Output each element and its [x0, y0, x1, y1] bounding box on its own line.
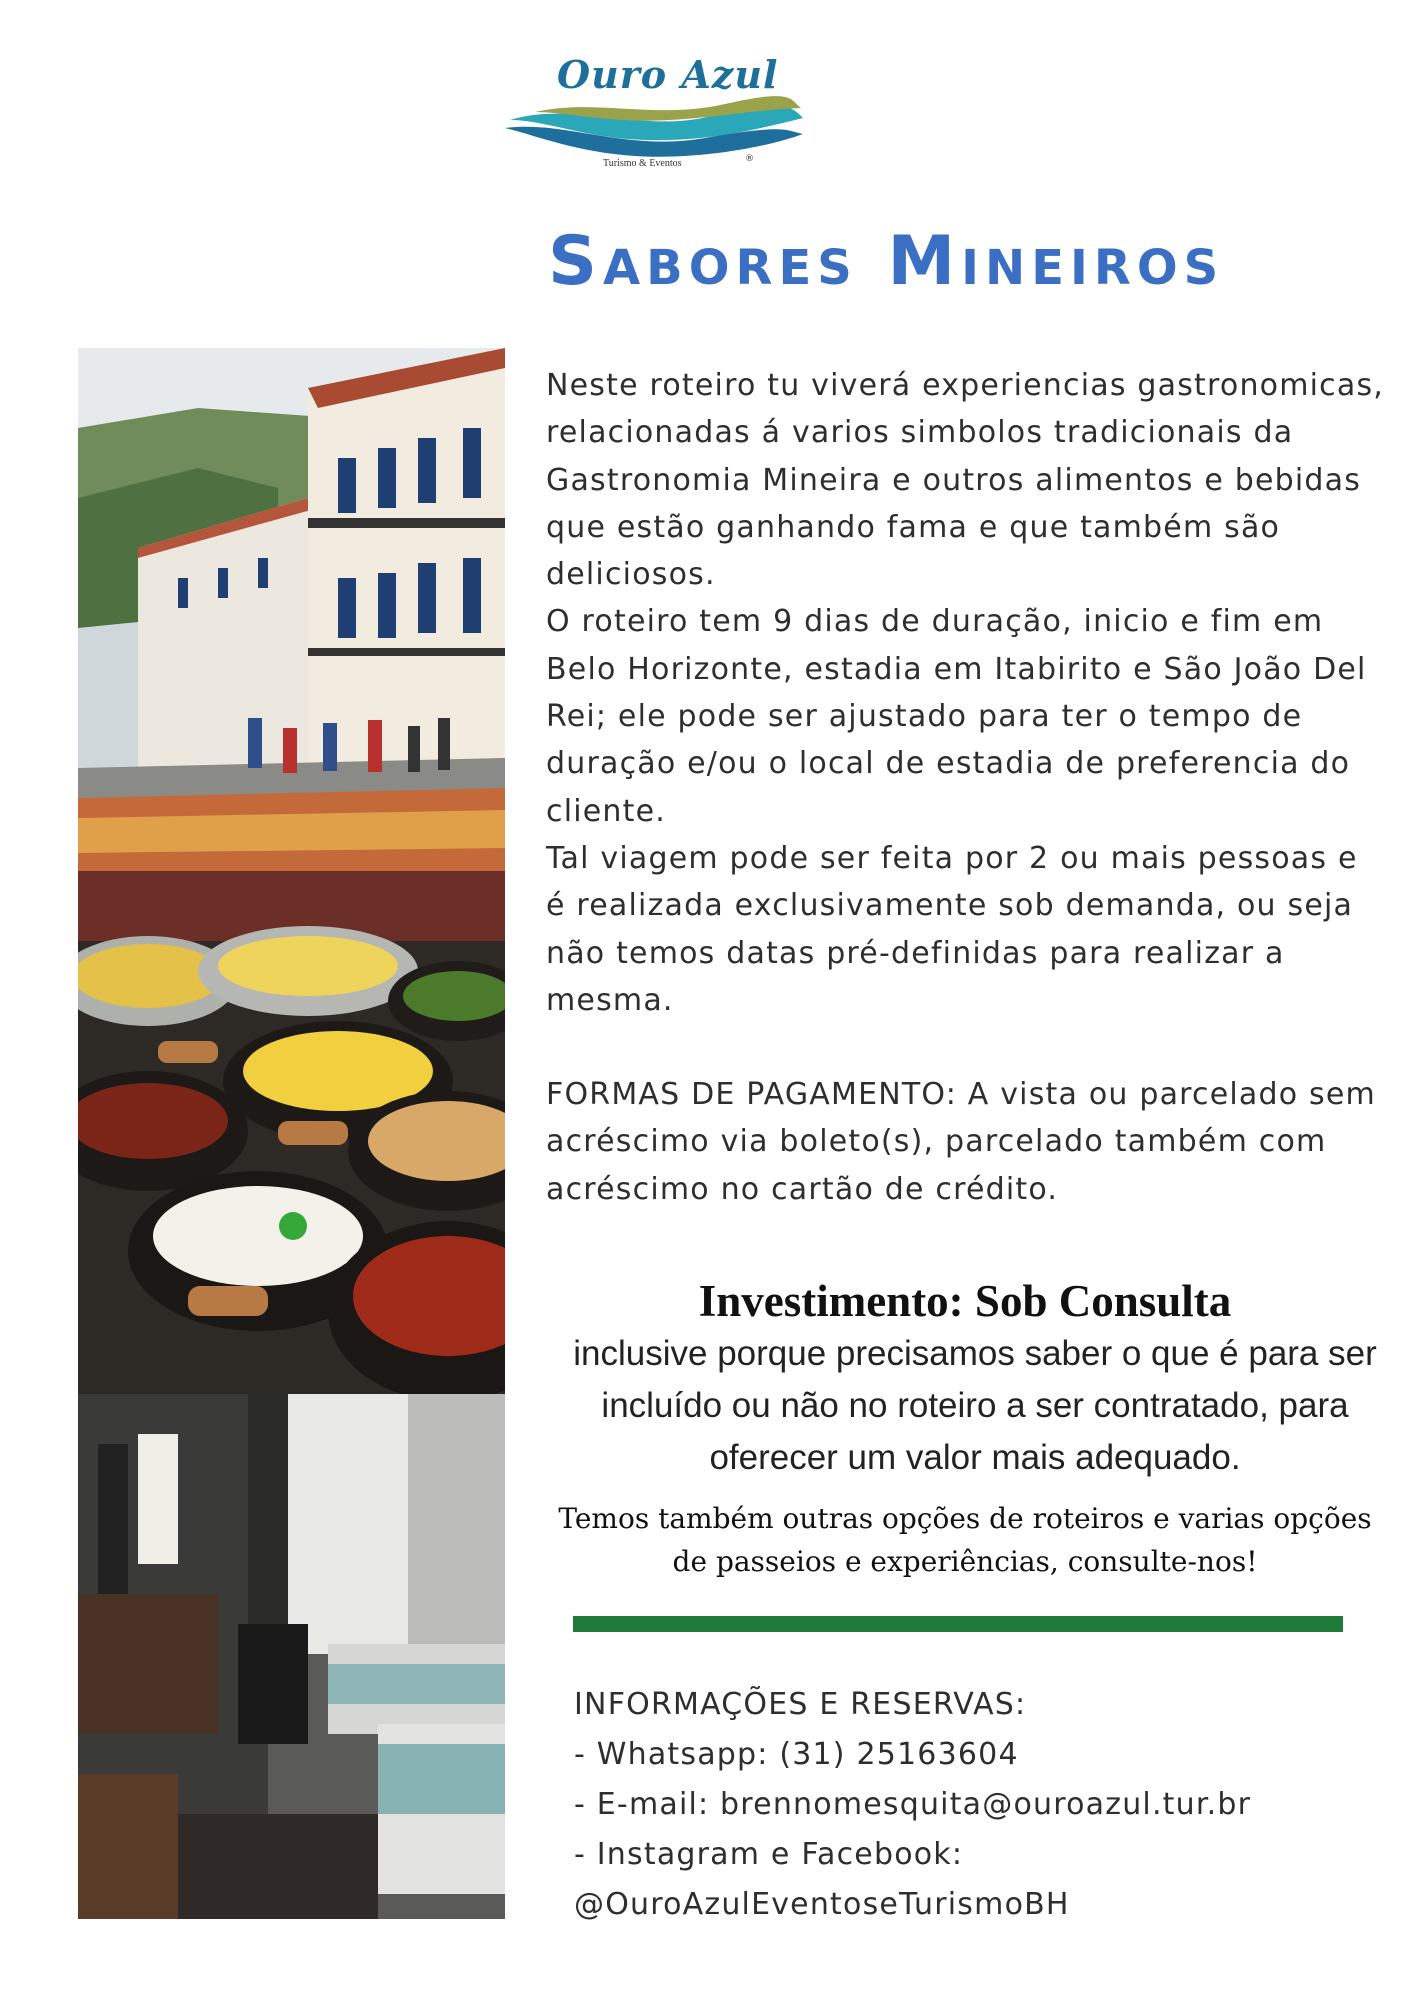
photo-colonial-street: [78, 348, 505, 871]
logo-tagline: Turismo & Eventos: [603, 158, 682, 169]
contact-whatsapp: - Whatsapp: (31) 25163604: [574, 1737, 1019, 1772]
payment-methods: FORMAS DE PAGAMENTO: A vista ou parcelado sem acréscimo via boleto(s), parcelado também com acréscimo no cartão de crédito.: [546, 1077, 1376, 1207]
registered-mark: ®: [745, 154, 754, 164]
investment-text: inclusive porque precisamos saber o que é para ser incluído ou não no roteiro a ser contratado, para oferecer um valor mais adequado.: [573, 1334, 1377, 1477]
contact-heading: INFORMAÇÕES E RESERVAS:: [574, 1687, 1027, 1722]
ouro-azul-logo: [505, 50, 805, 175]
tour-description: [546, 362, 1386, 1024]
contact-social: - Instagram e Facebook:: [574, 1837, 964, 1872]
logo-name: Ouro Azul: [557, 52, 779, 97]
photo-hotel-room: [78, 1394, 505, 1919]
contact-social-handle: @OuroAzulEventoseTurismoBH: [574, 1887, 1070, 1922]
page-title: Sabores Mineiros: [548, 222, 1225, 301]
contact-email: - E-mail: brennomesquita@ouroazul.tur.br: [574, 1787, 1252, 1822]
other-options-text: Temos também outras opções de roteiros e varias opções de passeios e experiências, consulte-nos!: [558, 1502, 1372, 1578]
description-paragraph-2: O roteiro tem 9 dias de duração, inicio e fim em Belo Horizonte, estadia em Itabirito e São João Del Rei; ele pode ser ajustado para ter o tempo de duração e/ou o local de estadia de preferencia do cliente.: [546, 604, 1367, 829]
contact-info: [574, 1680, 1394, 1930]
investment-title: Investimento: Sob Consulta: [698, 1276, 1232, 1326]
description-paragraph-1: Neste roteiro tu viverá experiencias gastronomicas, relacionadas á varios simbolos tradicionais da Gastronomia Mineira e outros alimentos e bebidas que estão ganhando fama e que também são deliciosos.: [546, 368, 1385, 593]
divider-bar: [573, 1616, 1343, 1632]
description-paragraph-3: Tal viagem pode ser feita por 2 ou mais pessoas e é realizada exclusivamente sob demanda, ou seja não temos datas pré-definidas para realizar a mesma.: [546, 840, 1358, 1018]
logo-waves-icon: [505, 90, 805, 160]
photo-mineira-food: [78, 871, 505, 1394]
